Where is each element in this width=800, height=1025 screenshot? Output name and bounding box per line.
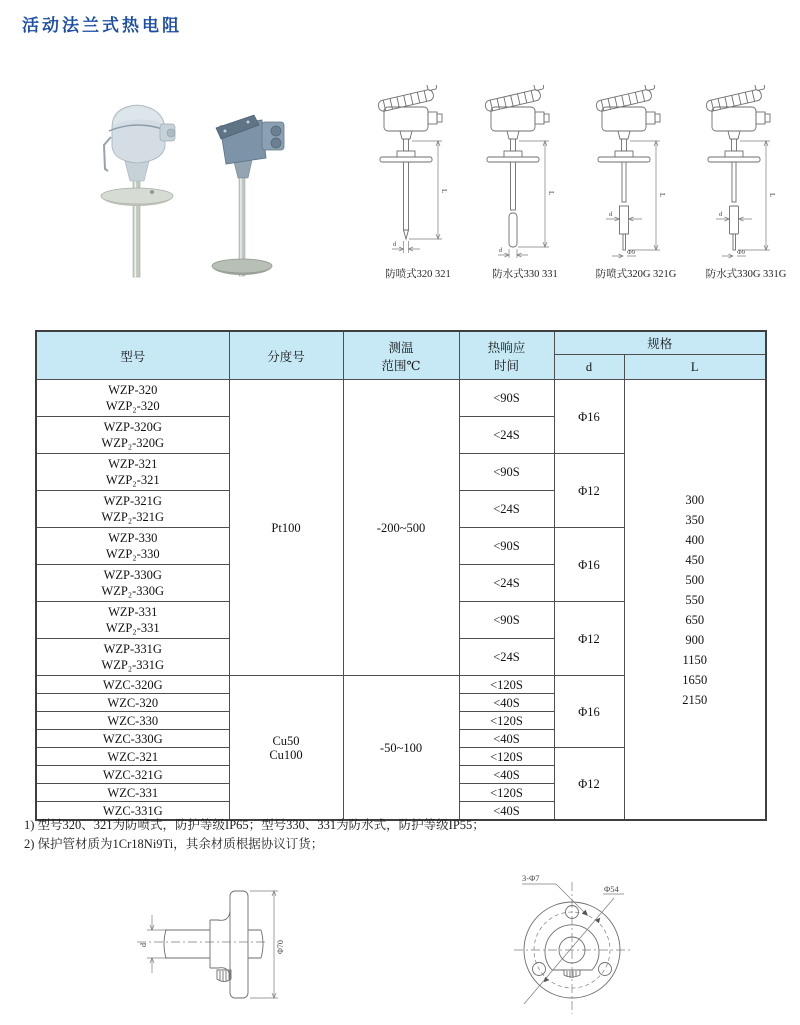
header-L: L — [624, 355, 766, 380]
spec-table — [35, 330, 767, 821]
footnote-2: 2) 保护管材质为1Cr18Ni9Ti，其余材质根据协议订货； — [24, 837, 324, 851]
response-cell: <120S — [459, 712, 554, 730]
drawing-caption-4: 防水式330G 331G — [705, 269, 787, 280]
header-range — [343, 331, 459, 380]
model-line1: WZP-321 — [108, 457, 158, 471]
model-cell — [36, 639, 229, 676]
flange-front-view-drawing — [500, 862, 665, 1022]
model-cell: WZC-321G — [36, 766, 229, 784]
d-cell: Φ16 — [554, 676, 624, 748]
dim-d-label: d — [139, 943, 148, 947]
response-cell: <90S — [459, 454, 554, 491]
drawing-caption-3: 防喷式320G 321G — [595, 269, 677, 280]
model-cell — [36, 528, 229, 565]
model-line2: WZP₂-330 — [105, 547, 160, 561]
model-cell — [36, 380, 229, 417]
response-cell: <90S — [459, 380, 554, 417]
model-line2: WZP₂-331G — [101, 658, 165, 672]
response-cell: <90S — [459, 602, 554, 639]
model-line1: WZP-331G — [103, 642, 162, 656]
model-cell: WZC-320G — [36, 676, 229, 694]
response-cell: <120S — [459, 748, 554, 766]
length-value: 1650 — [682, 672, 708, 687]
length-cell — [624, 380, 766, 821]
dim-d-label: d — [609, 211, 613, 218]
dim-phi9-label: Φ9 — [627, 249, 636, 256]
graduation-cell — [229, 676, 343, 821]
header-range-line2: 范围℃ — [381, 358, 421, 373]
length-value: 2150 — [682, 692, 708, 707]
header-response-line2: 时间 — [493, 358, 519, 373]
d-cell: Φ16 — [554, 380, 624, 454]
drawing-caption-2: 防水式330 331 — [492, 269, 558, 280]
d-cell: Φ12 — [554, 454, 624, 528]
response-cell: <40S — [459, 694, 554, 712]
header-spec: 规格 — [554, 331, 766, 355]
header-response-line1: 热响应 — [487, 340, 526, 355]
model-line1: WZP-331 — [108, 605, 158, 619]
response-cell: <40S — [459, 766, 554, 784]
drawing-waterproof-330G-331G — [694, 85, 800, 265]
model-line1: WZP-320G — [103, 420, 162, 434]
response-cell: <120S — [459, 676, 554, 694]
dim-d-label: d — [499, 247, 503, 254]
response-cell: <24S — [459, 565, 554, 602]
length-value: 900 — [685, 632, 705, 647]
length-value: 650 — [685, 612, 705, 627]
length-value: 500 — [685, 572, 705, 587]
model-line2: WZP₂-331 — [105, 621, 160, 635]
response-cell: <24S — [459, 417, 554, 454]
model-cell — [36, 454, 229, 491]
model-line1: WZP-330G — [103, 568, 162, 582]
dim-L-label: L — [768, 193, 776, 198]
product-photo-left — [92, 95, 187, 280]
header-model: 型号 — [36, 331, 229, 380]
header-range-line1: 测温 — [388, 340, 414, 355]
d-cell: Φ12 — [554, 602, 624, 676]
header-graduation: 分度号 — [229, 331, 343, 380]
d-cell: Φ16 — [554, 528, 624, 602]
response-cell: <40S — [459, 730, 554, 748]
length-value: 300 — [685, 492, 705, 507]
model-line2: WZP₂-320 — [105, 399, 160, 413]
model-cell: WZC-320 — [36, 694, 229, 712]
response-cell: <40S — [459, 802, 554, 821]
product-photo-right — [196, 98, 296, 278]
model-line1: WZP-320 — [108, 383, 158, 397]
graduation-line1: Cu50 — [272, 733, 300, 748]
length-value: 400 — [685, 532, 705, 547]
length-value: 550 — [685, 592, 705, 607]
length-value: 350 — [685, 512, 705, 527]
model-cell: WZC-331 — [36, 784, 229, 802]
model-cell: WZC-321 — [36, 748, 229, 766]
length-value: 1150 — [682, 652, 708, 667]
bolt-circle-label: Φ54 — [604, 884, 619, 894]
table-row — [36, 380, 766, 417]
model-line2: WZP₂-321 — [105, 473, 160, 487]
range-cell: -50~100 — [343, 676, 459, 821]
drawing-waterproof-330-331 — [473, 85, 579, 265]
response-cell: <90S — [459, 528, 554, 565]
drawing-sprayproof-320-321 — [366, 85, 472, 265]
dim-d-label: d — [393, 241, 397, 248]
dim-phi70-label: Φ70 — [276, 940, 285, 954]
dim-L-label: L — [658, 193, 666, 198]
model-cell — [36, 602, 229, 639]
length-value: 450 — [685, 552, 705, 567]
response-cell: <120S — [459, 784, 554, 802]
model-line2: WZP₂-320G — [101, 436, 165, 450]
range-cell: -200~500 — [343, 380, 459, 676]
model-line1: WZP-330 — [108, 531, 158, 545]
model-cell: WZC-330G — [36, 730, 229, 748]
response-cell: <24S — [459, 639, 554, 676]
footnote-1: 1) 型号320、321为防喷式，防护等级IP65；型号330、331为防水式，防护等级IP55； — [24, 818, 485, 832]
footnotes — [24, 816, 485, 854]
model-cell — [36, 491, 229, 528]
model-cell — [36, 565, 229, 602]
page-title: 活动法兰式热电阻 — [22, 16, 182, 35]
model-cell: WZC-330 — [36, 712, 229, 730]
response-cell: <24S — [459, 491, 554, 528]
model-cell — [36, 417, 229, 454]
d-cell: Φ12 — [554, 748, 624, 821]
graduation-line2: Cu100 — [269, 747, 303, 762]
model-line2: WZP₂-321G — [101, 510, 165, 524]
dim-phi9-label: Φ9 — [737, 249, 746, 256]
model-line1: WZP-321G — [103, 494, 162, 508]
dim-L-label: L — [547, 191, 555, 196]
dim-d-label: d — [719, 211, 723, 218]
drawing-sprayproof-320G-321G — [584, 85, 690, 265]
bolt-holes-label: 3-Φ7 — [522, 873, 540, 883]
model-cell: WZC-331G — [36, 802, 229, 821]
drawing-caption-1: 防喷式320 321 — [385, 269, 451, 280]
dim-L-label: L — [440, 189, 448, 194]
graduation-cell: Pt100 — [229, 380, 343, 676]
flange-side-view-drawing — [135, 878, 290, 1013]
header-response — [459, 331, 554, 380]
model-line2: WZP₂-330G — [101, 584, 165, 598]
header-d: d — [554, 355, 624, 380]
